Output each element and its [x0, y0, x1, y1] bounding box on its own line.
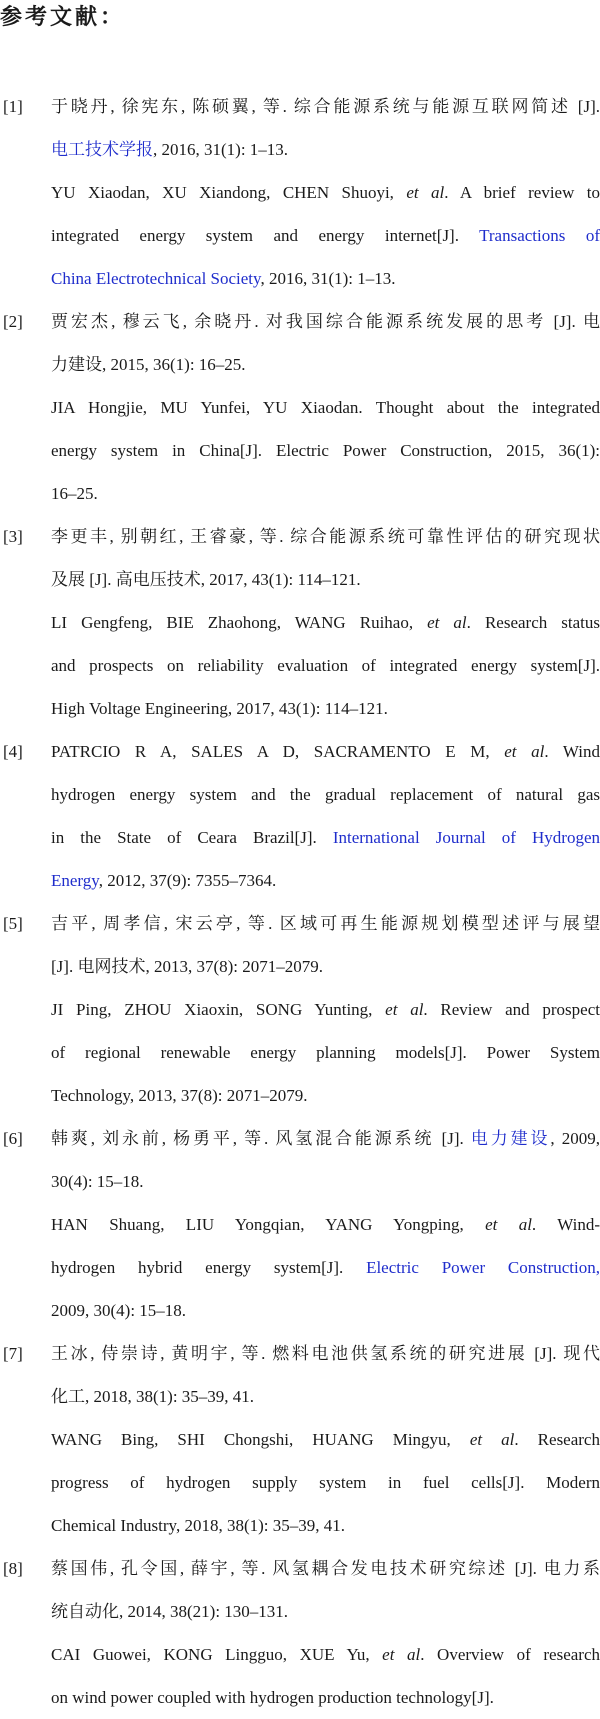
- reference-line: [51, 1504, 600, 1547]
- reference-line: [51, 515, 600, 558]
- citation-text: , 2009,: [550, 1129, 600, 1148]
- reference-line: [51, 1461, 600, 1504]
- et-al-text: et al: [406, 183, 445, 202]
- reference-line: [51, 386, 600, 429]
- citation-text: hydrogen hybrid energy system[J].: [51, 1258, 367, 1277]
- reference-item: [0, 1547, 600, 1719]
- et-al-text: et al: [469, 1430, 515, 1449]
- reference-line: [51, 687, 600, 730]
- reference-line: [51, 472, 600, 515]
- citation-text: LI Gengfeng, BIE Zhaohong, WANG Ruihao,: [51, 613, 428, 632]
- citation-text: 统自动化, 2014, 38(21): 130–131.: [51, 1602, 289, 1621]
- journal-link[interactable]: Energy: [51, 871, 99, 890]
- citation-text: Technology, 2013, 37(8): 2071–2079.: [51, 1086, 308, 1105]
- reference-number: [2]: [3, 312, 23, 331]
- reference-item: [0, 902, 600, 1117]
- citation-text: CAI Guowei, KONG Lingguo, XUE Yu,: [51, 1645, 383, 1664]
- reference-line: [51, 171, 600, 214]
- reference-line: [51, 1160, 600, 1203]
- citation-text: and prospects on reliability evaluation of integrated energy system[J].: [51, 656, 600, 675]
- reference-line: [51, 730, 600, 773]
- reference-line: [51, 1117, 600, 1160]
- reference-number: [5]: [3, 914, 23, 933]
- references-heading: 参考文献：: [0, 5, 126, 30]
- et-al-text: et al: [427, 613, 467, 632]
- citation-text: 李更丰, 别朝红, 王睿豪, 等. 综合能源系统可靠性评估的研究现状: [51, 527, 600, 546]
- citation-text: , 2016, 31(1): 1–13.: [153, 140, 289, 159]
- et-al-text: et al: [382, 1645, 421, 1664]
- reference-line: [51, 257, 600, 300]
- reference-line: [51, 85, 600, 128]
- citation-text: 化工, 2018, 38(1): 35–39, 41.: [51, 1387, 255, 1406]
- reference-line: [51, 1246, 600, 1289]
- reference-line: [51, 1031, 600, 1074]
- citation-text: , 2016, 31(1): 1–13.: [260, 269, 396, 288]
- journal-link[interactable]: 电力建设: [470, 1129, 551, 1148]
- citation-text: . Research status: [466, 613, 600, 632]
- citation-text: HAN Shuang, LIU Yongqian, YANG Yongping,: [51, 1215, 486, 1234]
- citation-text: 及展 [J]. 高电压技术, 2017, 43(1): 114–121.: [51, 570, 361, 589]
- reference-line: [51, 644, 600, 687]
- citation-text: 30(4): 15–18.: [51, 1172, 144, 1191]
- citation-text: PATRCIO R A, SALES A D, SACRAMENTO E M,: [51, 742, 505, 761]
- citation-text: progress of hydrogen supply system in fuel cells[J]. Modern: [51, 1473, 600, 1492]
- citation-text: in the State of Ceara Brazil[J].: [51, 828, 333, 847]
- reference-line: [51, 1074, 600, 1117]
- citation-text: on wind power coupled with hydrogen production technology[J].: [51, 1688, 494, 1707]
- citation-text: 吉平, 周孝信, 宋云亭, 等. 区域可再生能源规划模型述评与展望: [51, 914, 600, 933]
- citation-text: 贾宏杰, 穆云飞, 余晓丹. 对我国综合能源系统发展的思考 [J]. 电: [51, 312, 600, 331]
- citation-text: 于晓丹, 徐宪东, 陈硕翼, 等. 综合能源系统与能源互联网简述 [J].: [51, 97, 600, 116]
- reference-line: [51, 1203, 600, 1246]
- citation-text: WANG Bing, SHI Chongshi, HUANG Mingyu,: [51, 1430, 470, 1449]
- citation-text: 蔡国伟, 孔令国, 薛宇, 等. 风氢耦合发电技术研究综述 [J]. 电力系: [51, 1559, 600, 1578]
- citation-text: . Review and prospect: [423, 1000, 600, 1019]
- reference-item: [0, 1117, 600, 1332]
- reference-number: [3]: [3, 527, 23, 546]
- citation-text: [J]. 电网技术, 2013, 37(8): 2071–2079.: [51, 957, 323, 976]
- citation-text: JIA Hongjie, MU Yunfei, YU Xiaodan. Thought about the integrated: [51, 398, 600, 417]
- reference-item: [0, 300, 600, 515]
- citation-text: Chemical Industry, 2018, 38(1): 35–39, 41.: [51, 1516, 345, 1535]
- reference-line: [51, 1590, 600, 1633]
- citation-text: . A brief review to: [444, 183, 600, 202]
- reference-number: [8]: [3, 1559, 23, 1578]
- citation-text: YU Xiaodan, XU Xiandong, CHEN Shuoyi,: [51, 183, 407, 202]
- citation-text: 力建设, 2015, 36(1): 16–25.: [51, 355, 246, 374]
- citation-text: 王冰, 侍崇诗, 黄明宇, 等. 燃料电池供氢系统的研究进展 [J]. 现代: [51, 1344, 600, 1363]
- et-al-text: et al: [504, 742, 545, 761]
- et-al-text: et al: [385, 1000, 424, 1019]
- citation-text: of regional renewable energy planning models[J]. Power System: [51, 1043, 600, 1062]
- citation-text: High Voltage Engineering, 2017, 43(1): 114–121.: [51, 699, 388, 718]
- citation-text: energy system in China[J]. Electric Power Construction, 2015, 36(1):: [51, 441, 600, 460]
- reference-list: [0, 85, 600, 1719]
- reference-line: [51, 343, 600, 386]
- reference-line: [51, 859, 600, 902]
- citation-text: 16–25.: [51, 484, 98, 503]
- reference-line: [51, 214, 600, 257]
- reference-line: [51, 300, 600, 343]
- reference-line: [51, 1547, 600, 1590]
- citation-text: . Wind: [544, 742, 600, 761]
- citation-text: 2009, 30(4): 15–18.: [51, 1301, 187, 1320]
- citation-text: . Wind-: [531, 1215, 600, 1234]
- reference-line: [51, 988, 600, 1031]
- reference-line: [51, 1332, 600, 1375]
- journal-link[interactable]: China Electrotechnical Society: [51, 269, 261, 288]
- reference-line: [51, 128, 600, 171]
- citation-text: integrated energy system and energy internet[J].: [51, 226, 480, 245]
- journal-link[interactable]: Electric Power Construction,: [366, 1258, 600, 1277]
- journal-link[interactable]: 电工技术学报: [51, 140, 153, 159]
- reference-line: [51, 1633, 600, 1676]
- citation-text: . Research: [514, 1430, 600, 1449]
- citation-text: , 2012, 37(9): 7355–7364.: [98, 871, 277, 890]
- reference-line: [51, 1289, 600, 1332]
- reference-number: [1]: [3, 97, 23, 116]
- reference-item: [0, 515, 600, 730]
- reference-line: [51, 1375, 600, 1418]
- citation-text: JI Ping, ZHOU Xiaoxin, SONG Yunting,: [51, 1000, 386, 1019]
- reference-line: [51, 1418, 600, 1461]
- journal-link[interactable]: Transactions of: [479, 226, 600, 245]
- reference-line: [51, 902, 600, 945]
- reference-line: [51, 558, 600, 601]
- reference-item: [0, 85, 600, 300]
- citation-text: 韩爽, 刘永前, 杨勇平, 等. 风氢混合能源系统 [J].: [51, 1129, 471, 1148]
- reference-number: [4]: [3, 742, 23, 761]
- reference-line: [51, 816, 600, 859]
- reference-line: [51, 601, 600, 644]
- et-al-text: et al: [485, 1215, 532, 1234]
- reference-line: [51, 773, 600, 816]
- reference-number: [7]: [3, 1344, 23, 1363]
- journal-link[interactable]: International Journal of Hydrogen: [332, 828, 600, 847]
- reference-line: [51, 429, 600, 472]
- reference-number: [6]: [3, 1129, 23, 1148]
- citation-text: . Overview of research: [420, 1645, 600, 1664]
- reference-line: [51, 945, 600, 988]
- reference-item: [0, 730, 600, 902]
- citation-text: hydrogen energy system and the gradual replacement of natural gas: [51, 785, 600, 804]
- reference-line: [51, 1676, 600, 1719]
- reference-item: [0, 1332, 600, 1547]
